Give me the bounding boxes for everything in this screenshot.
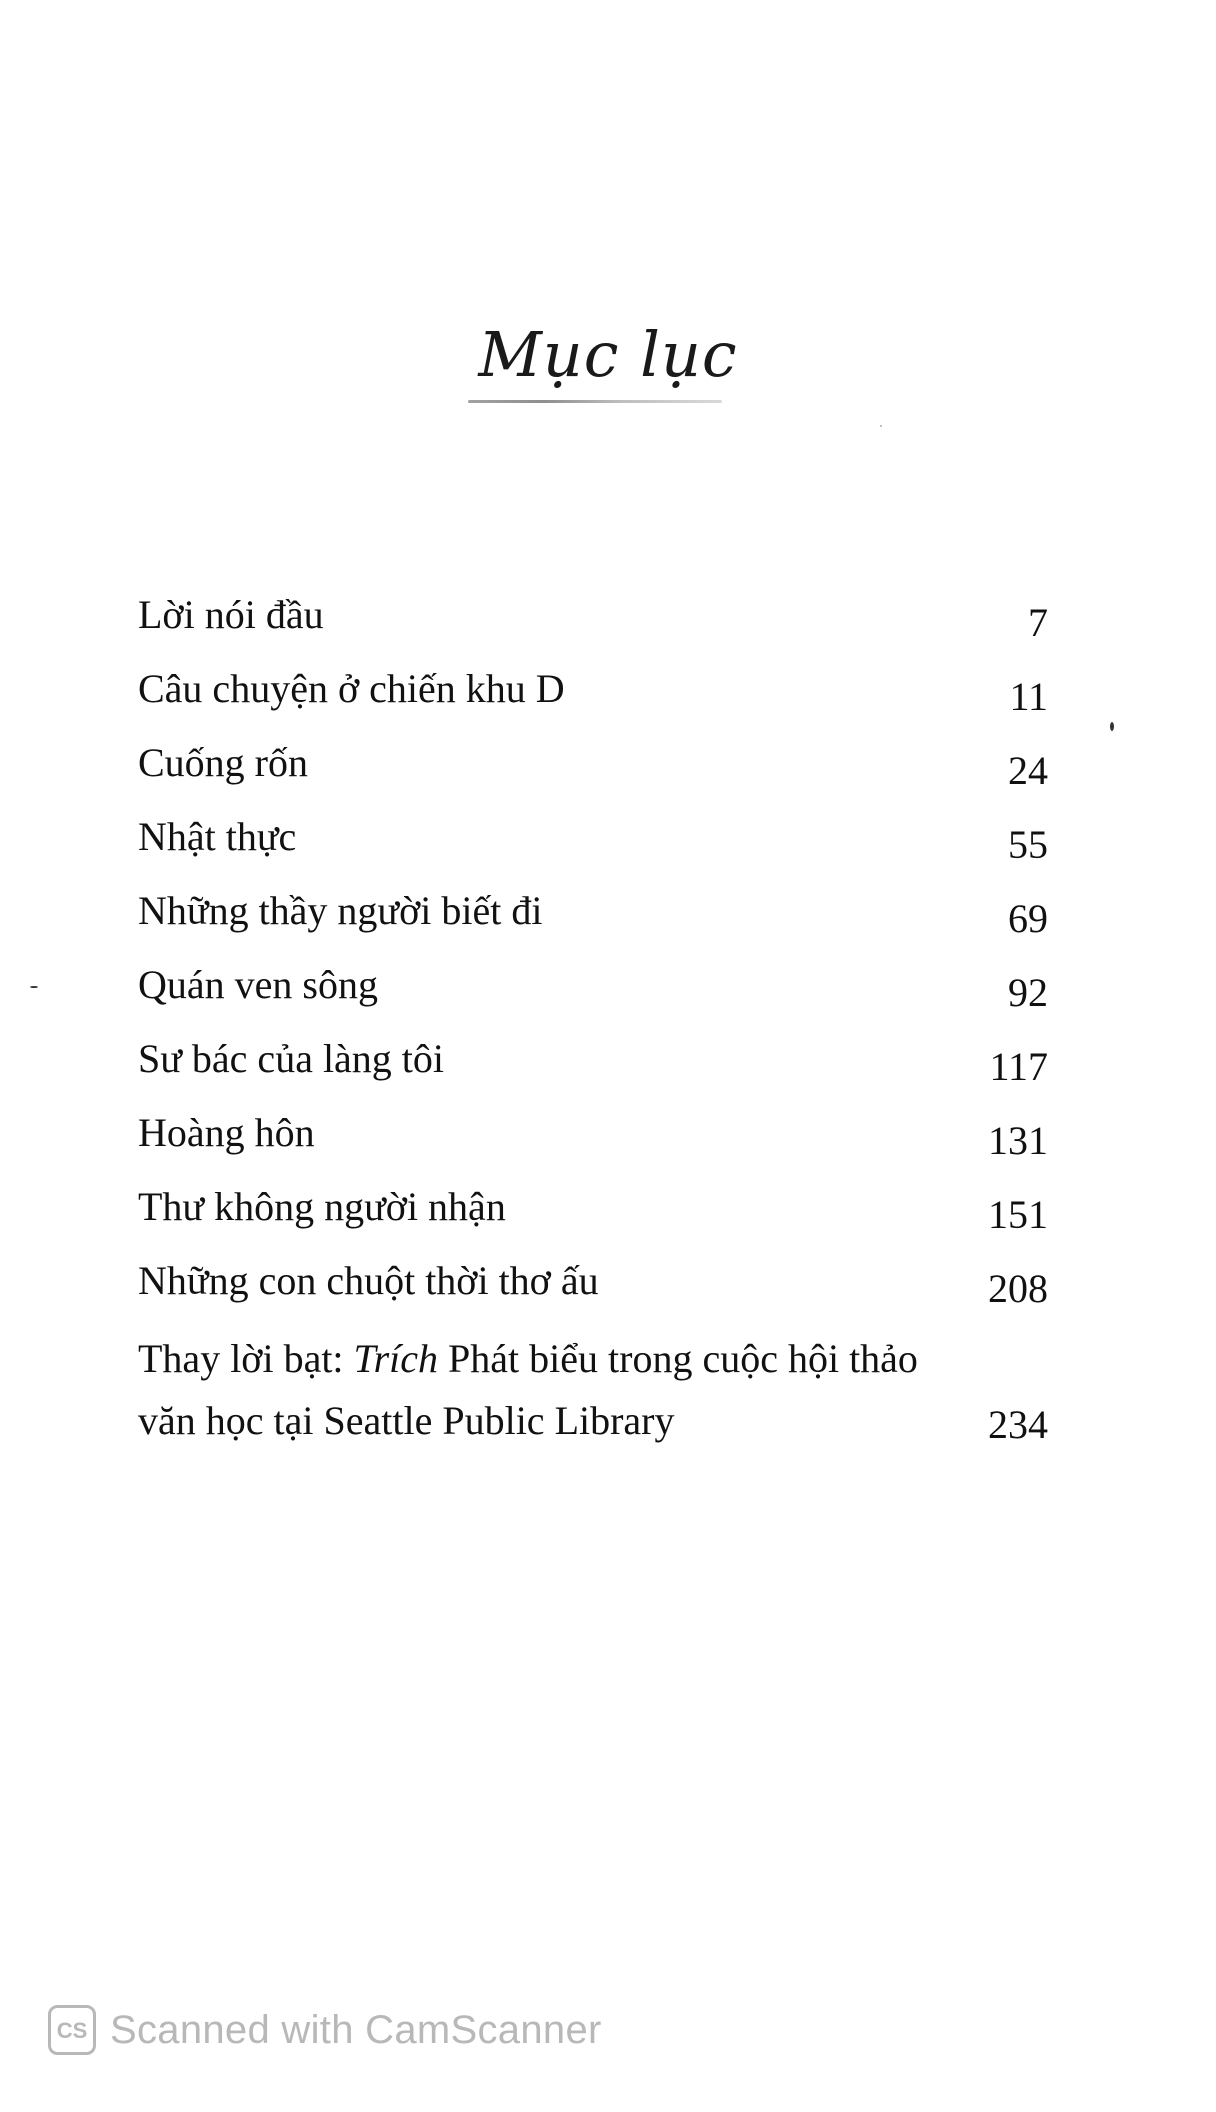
toc-entry-title: Những thầy người biết đi (138, 888, 543, 933)
toc-entry-page: 24 (1008, 748, 1048, 793)
toc-entry (138, 1106, 1048, 1180)
toc-entry-afterword (138, 1328, 1048, 1458)
toc-entry-page: 234 (988, 1402, 1048, 1447)
camscanner-logo-icon (48, 2005, 96, 2055)
scan-speck (880, 425, 882, 427)
toc-entry (138, 736, 1048, 810)
toc-entry-title: Nhật thực (138, 814, 297, 859)
toc-entry (138, 1180, 1048, 1254)
camscanner-watermark (48, 2002, 602, 2058)
toc-entry-title: Quán ven sông (138, 962, 378, 1007)
toc-entry-page: 151 (988, 1192, 1048, 1237)
toc-entry (138, 662, 1048, 736)
toc-entry (138, 810, 1048, 884)
toc-entry-title: Sư bác của làng tôi (138, 1036, 445, 1081)
table-of-contents (138, 588, 1048, 1458)
scan-speck (30, 986, 38, 988)
afterword-italic: Trích (353, 1336, 439, 1381)
toc-entry-page: 55 (1008, 822, 1048, 867)
page-title: Mục lục (478, 318, 738, 391)
toc-entry-title: Thư không người nhận (138, 1184, 506, 1229)
scan-speck (1110, 722, 1114, 731)
toc-entry (138, 958, 1048, 1032)
toc-entry-page: 7 (1028, 600, 1048, 645)
title-underline (468, 400, 722, 403)
toc-entry-title (138, 1328, 958, 1452)
toc-entry (138, 588, 1048, 662)
watermark-text: Scanned with CamScanner (110, 2007, 602, 2052)
toc-entry-page: 11 (1009, 674, 1048, 719)
toc-entry-title: Cuống rốn (138, 740, 308, 785)
toc-entry-page: 69 (1008, 896, 1048, 941)
toc-entry-page: 117 (989, 1044, 1048, 1089)
afterword-prefix: Thay lời bạt: (138, 1336, 354, 1381)
toc-entry-page: 208 (988, 1266, 1048, 1311)
toc-entry-title: Câu chuyện ở chiến khu D (138, 666, 565, 711)
toc-entry-page: 92 (1008, 970, 1048, 1015)
toc-entry-title: Hoàng hôn (138, 1110, 315, 1155)
toc-entry-title: Những con chuột thời thơ ấu (138, 1258, 599, 1303)
toc-entry-page: 131 (988, 1118, 1048, 1163)
toc-entry (138, 884, 1048, 958)
toc-entry (138, 1254, 1048, 1328)
toc-entry (138, 1032, 1048, 1106)
afterword-rest: Phát biểu trong cuộc hội thảo văn học tại Seattle Public Library (138, 1336, 918, 1443)
toc-entry-title: Lời nói đầu (138, 592, 324, 637)
camscanner-logo-text: CS (56, 2018, 88, 2043)
